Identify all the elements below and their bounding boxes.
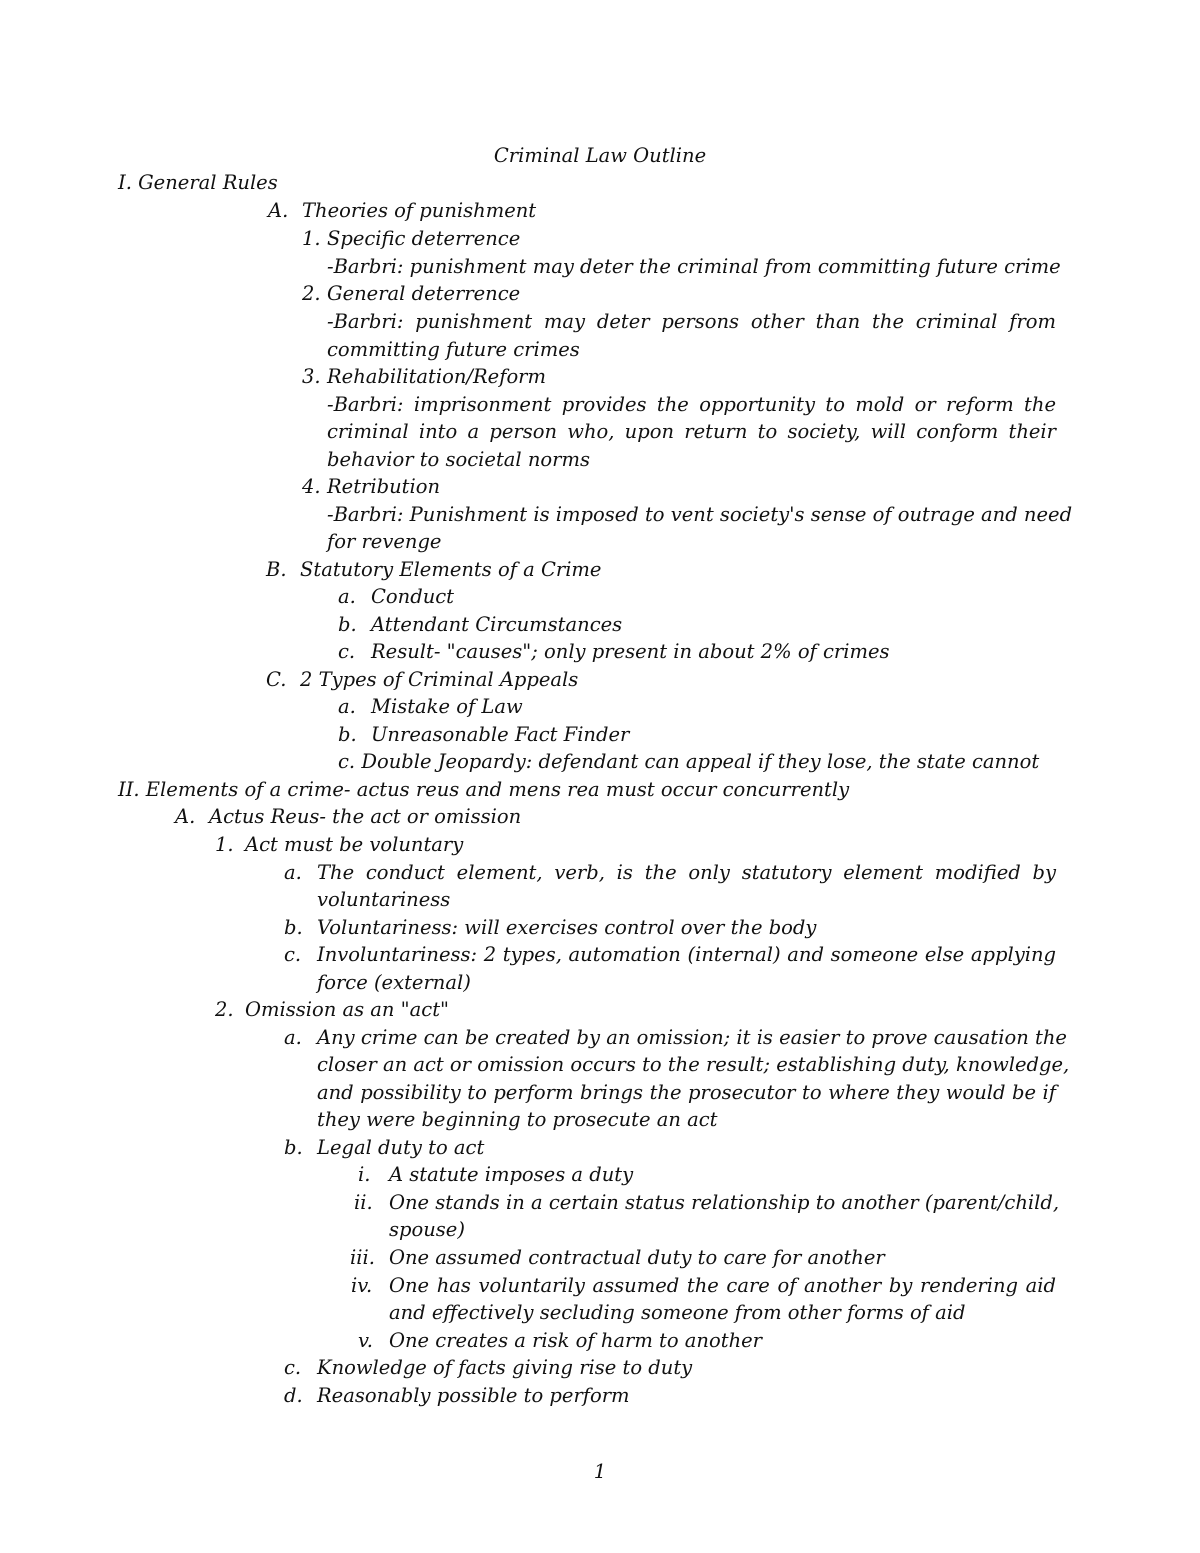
- outline-label: A.: [268, 199, 289, 222]
- outline-label: i.: [358, 1163, 371, 1186]
- outline-item: Statutory Elements of a Crime: [300, 558, 602, 581]
- outline-label: b.: [338, 613, 357, 636]
- outline-label: 4.: [302, 475, 321, 498]
- outline-label: 1.: [215, 833, 234, 856]
- outline-label: a.: [284, 861, 302, 884]
- outline-item: Rehabilitation/Reform: [327, 365, 546, 388]
- outline-item: A statute imposes a duty: [389, 1163, 634, 1186]
- outline-text: they were beginning to prosecute an act: [317, 1108, 718, 1131]
- outline-label: b.: [284, 916, 303, 939]
- outline-item: Any crime can be created by an omission; it is easier to prove causation the: [317, 1026, 1067, 1049]
- outline-item: One creates a risk of harm to another: [389, 1329, 762, 1352]
- outline-item: Retribution: [327, 475, 441, 498]
- outline-item: Actus Reus- the act or omission: [209, 805, 522, 828]
- outline-item: The conduct element, verb, is the only statutory element modified by: [317, 861, 1056, 884]
- outline-label: c.: [284, 1356, 302, 1379]
- outline-label: 1.: [302, 227, 321, 250]
- outline-text: -Barbri: imprisonment provides the opportunity to mold or reform the: [327, 393, 1056, 416]
- outline-label: a.: [284, 1026, 302, 1049]
- outline-item: Reasonably possible to perform: [317, 1384, 630, 1407]
- outline-label: iii.: [350, 1246, 375, 1269]
- outline-text: committing future crimes: [327, 338, 580, 361]
- outline-text: for revenge: [327, 530, 442, 553]
- outline-text: voluntariness: [317, 888, 451, 911]
- heading-general-rules: I. General Rules: [118, 171, 278, 194]
- outline-item: Mistake of Law: [371, 695, 523, 718]
- outline-item: Voluntariness: will exercises control over the body: [317, 916, 817, 939]
- outline-label: d.: [284, 1384, 303, 1407]
- outline-text: criminal into a person who, upon return to society, will conform their: [327, 420, 1056, 443]
- outline-item: 2 Types of Criminal Appeals: [300, 668, 579, 691]
- outline-item: Conduct: [371, 585, 455, 608]
- outline-text: and possibility to perform brings the prosecutor to where they would be if: [317, 1081, 1056, 1104]
- outline-label: 3.: [302, 365, 321, 388]
- outline-label: C.: [266, 668, 287, 691]
- outline-item: c. Double Jeopardy: defendant can appeal if they lose, the state cannot: [338, 750, 1040, 773]
- outline-item: Knowledge of facts giving rise to duty: [317, 1356, 693, 1379]
- outline-item: Act must be voluntary: [245, 833, 464, 856]
- outline-item: Omission as an "act": [245, 998, 449, 1021]
- outline-label: a.: [338, 695, 356, 718]
- outline-label: iv.: [351, 1274, 373, 1297]
- outline-item: One assumed contractual duty to care for another: [389, 1246, 885, 1269]
- outline-item: Unreasonable Fact Finder: [371, 723, 630, 746]
- outline-text: -Barbri: punishment may deter the criminal from committing future crime: [327, 255, 1061, 278]
- outline-text: -Barbri: punishment may deter persons other than the criminal from: [327, 310, 1056, 333]
- outline-text: closer an act or omission occurs to the result; establishing duty, knowledge,: [317, 1053, 1070, 1076]
- outline-label: 2.: [215, 998, 234, 1021]
- outline-item: One stands in a certain status relationship to another (parent/child,: [389, 1191, 1060, 1214]
- outline-item: General deterrence: [327, 282, 521, 305]
- outline-label: v.: [358, 1329, 373, 1352]
- outline-item: Legal duty to act: [317, 1136, 485, 1159]
- outline-label: ii.: [354, 1191, 373, 1214]
- outline-text: and effectively secluding someone from other forms of aid: [389, 1301, 966, 1324]
- outline-item: Theories of punishment: [302, 199, 537, 222]
- outline-item: Specific deterrence: [327, 227, 521, 250]
- outline-label: a.: [338, 585, 356, 608]
- outline-item: One has voluntarily assumed the care of another by rendering aid: [389, 1274, 1056, 1297]
- outline-label: A.: [175, 805, 196, 828]
- outline-label: 2.: [302, 282, 321, 305]
- page-title: Criminal Law Outline: [493, 144, 707, 167]
- outline-label: B.: [266, 558, 287, 581]
- outline-text: spouse): [389, 1218, 465, 1241]
- outline-label: b.: [338, 723, 357, 746]
- heading-elements-of-a-crime: II. Elements of a crime- actus reus and mens rea must occur concurrently: [118, 778, 850, 801]
- outline-item: Involuntariness: 2 types, automation (internal) and someone else applying: [317, 943, 1056, 966]
- outline-text: -Barbri: Punishment is imposed to vent society's sense of outrage and need: [327, 503, 1073, 526]
- outline-text: force (external): [317, 971, 471, 994]
- page-number: 1: [593, 1460, 607, 1483]
- outline-text: behavior to societal norms: [327, 448, 590, 471]
- outline-item: Result- "causes"; only present in about 2% of crimes: [371, 640, 890, 663]
- outline-item: Attendant Circumstances: [371, 613, 623, 636]
- outline-label: c.: [284, 943, 302, 966]
- outline-label: b.: [284, 1136, 303, 1159]
- outline-label: c.: [338, 640, 356, 663]
